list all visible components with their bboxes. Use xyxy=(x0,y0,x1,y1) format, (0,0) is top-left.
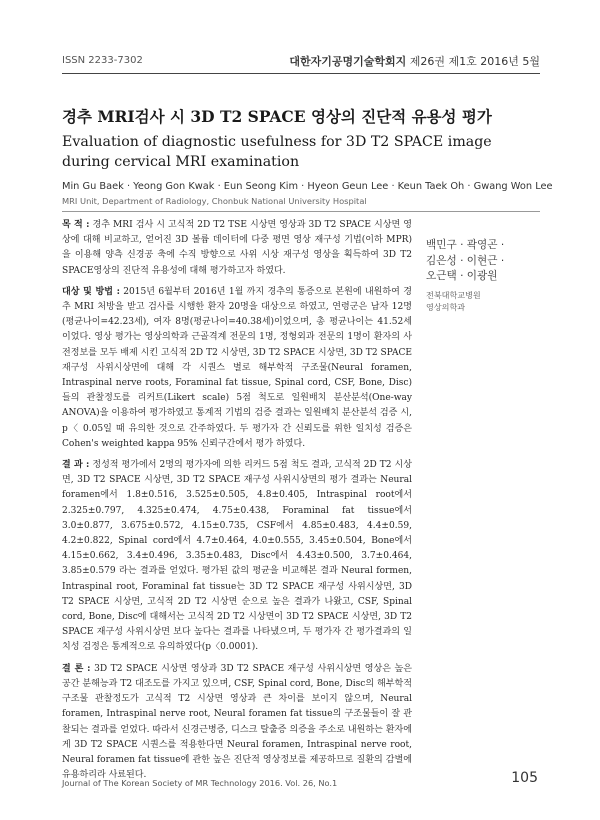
author-sidebar xyxy=(426,238,542,313)
sidebar-institution xyxy=(426,289,542,313)
header-rule xyxy=(62,73,540,74)
footer-journal: Journal of The Korean Society of MR Technology 2016. Vol. 26, No.1 xyxy=(62,778,338,788)
affiliation: MRI Unit, Department of Radiology, Chonbuk National University Hospital xyxy=(62,196,367,206)
abstract-results xyxy=(62,458,412,656)
sidebar-name-line: 김은성 · 이현근 · xyxy=(426,254,505,267)
abstract-conclusion xyxy=(62,662,412,784)
abstract-methods xyxy=(62,285,412,452)
sidebar-inst-line: 전북대학교병원 xyxy=(426,289,481,300)
affiliation-rule xyxy=(62,211,540,212)
abstract-purpose xyxy=(62,218,412,279)
abstract xyxy=(62,218,412,789)
authors: Min Gu Baek · Yeong Gon Kwak · Eun Seong Kim · Hyeon Geun Lee · Keun Taek Oh · Gwang Won Lee xyxy=(62,181,553,192)
results-label: 결 과 : xyxy=(62,460,90,471)
journal-name: 대한자기공명기술학회지 xyxy=(289,55,407,68)
conclusion-label: 결 론 : xyxy=(62,663,91,674)
results-text: 정성적 평가에서 2명의 평가자에 의한 리커드 5점 척도 결과, 고식적 2D T2 시상면, 3D T2 SPACE 시상면, 3D T2 SPACE 재구성 사위시상면의 평가 결과는 Neural foramen에서 1.8±0.516, 3.525±0.505, 4.8±0.405, Intraspinal root에서 2.325±0.797, 4.325±0.474, 4.75±0.438, Foraminal fat tissue에서 3.0±0.877, 3.675±0.572, 4.15±0.735, CSF에서 4.85±0.483, 4.4±0.59, 4.2±0.822, Spinal cord에서 4.7±0.464, 4.0±0.555, 3.45±0.504, Bone에서 4.15±0.662, 3.4±0.496, 3.35±0.483, Disc에서 4.43±0.500, 3.7±0.464, 3.85±0.579 라는 결과를 얻었다. 평가된 값의 평균을 비교해본 결과 Neural formen, Intraspinal root, Foraminal fat tissue는 3D T2 SPACE 재구성 사위시상면, 3D T2 SPACE 시상면, 고식적 2D T2 시상면 순으로 높은 결과가 나왔고, CSF, Spinal cord, Bone, Disc에 대해서는 고식적 2D T2 시상면이 3D T2 SPACE 시상면, 3D T2 SPACE 재구성 사위시상면 보다 높다는 결과를 나타냈으며, 두 평가자 간 평가결과의 일치성 검정은 통계적으로 유의하였다(p〈0.0001). xyxy=(62,460,412,653)
sidebar-inst-line: 영상의학과 xyxy=(426,301,466,312)
purpose-text: 경추 MRI 검사 시 고식적 2D T2 TSE 시상면 영상과 3D T2 SPACE 시상면 영상에 대해 비교하고, 얻어진 3D 볼륨 데이터에 다중 평면 영상 재구성 기법(이하 MPR)을 이용해 양측 신경공 축에 수직 방향으로 사위 시상 재구성 영상을 획득하여 3D T2 SPACE영상의 진단적 유용성에 대해 평가하고자 하였다. xyxy=(62,220,412,276)
sidebar-author-names xyxy=(426,238,542,285)
page-number: 105 xyxy=(511,770,538,786)
conclusion-text: 3D T2 SPACE 시상면 영상과 3D T2 SPACE 재구성 사위시상면 영상은 높은 공간 분해능과 T2 대조도를 가지고 있으며, CSF, Spinal cord, Bone, Disc의 해부학적 구조물 관찰정도가 고식적 T2 시상면 영상과 큰 차이를 보이지 않으며, Neural foramen, Intraspinal nerve root, Neural foramen fat tissue의 구조물들이 잘 관찰되는 결과를 얻었다. 따라서 신경근병증, 디스크 탈출증 의증을 주소로 내원하는 환자에게 3D T2 SPACE 시퀀스를 적용한다면 Neural foramen, Intraspinal nerve root, Neural foramen fat tissue에 관한 높은 진단적 영상정보를 제공하므로 질환의 감별에 유용하리라 사료된다. xyxy=(62,663,412,781)
journal-volume: 제26권 제1호 2016년 5월 xyxy=(406,55,540,68)
methods-text: 2015년 6월부터 2016년 1월 까지 경추의 통증으로 본원에 내원하여 경추 MRI 처방을 받고 검사를 시행한 환자 20명을 대상으로 하였고, 연령군은 남자 12명(평균나이=42.23세), 여자 8명(평균나이=40.38세)이었으며, 총 평균나이는 41.52세 이었다. 영상 평가는 영상의학과 근골격계 전문의 1명, 정형외과 전문의 1명이 환자의 사전정보를 모두 배제 시킨 고식적 2D T2 시상면, 3D T2 SPACE 시상면, 3D T2 SPACE 재구성 사위시상면에 대해 각 시퀀스 별로 해부학적 구조물(Neural foramen, Intraspinal nerve roots, Foraminal fat tissue, Spinal cord, CSF, Bone, Disc)들의 관찰정도를 리커트(Likert scale) 5점 척도로 일원배치 분산분석(One-way ANOVA)을 이용하여 평가하였고 통계적 기법의 검증 결과는 일원배치 분산분석 검증 시, p〈 0.05일 때 유의한 것으로 간주하였다. 두 평가자 간 신뢰도를 위한 일치성 검증은 Cohen's weighted kappa 95% 신뢰구간에서 평가 하였다. xyxy=(62,286,412,449)
sidebar-name-line: 오근택 · 이광원 xyxy=(426,270,498,282)
purpose-label: 목 적 : xyxy=(62,220,90,230)
methods-label: 대상 및 방법 : xyxy=(62,286,120,297)
sidebar-name-line: 백민구 · 곽영곤 · xyxy=(426,239,505,251)
journal-header xyxy=(289,53,540,69)
title-english: Evaluation of diagnostic usefulness for 3D T2 SPACE image during cervical MRI examination xyxy=(62,134,492,170)
title-korean: 경추 MRI검사 시 3D T2 SPACE 영상의 진단적 유용성 평가 xyxy=(62,107,492,126)
issn: ISSN 2233-7302 xyxy=(62,55,143,66)
